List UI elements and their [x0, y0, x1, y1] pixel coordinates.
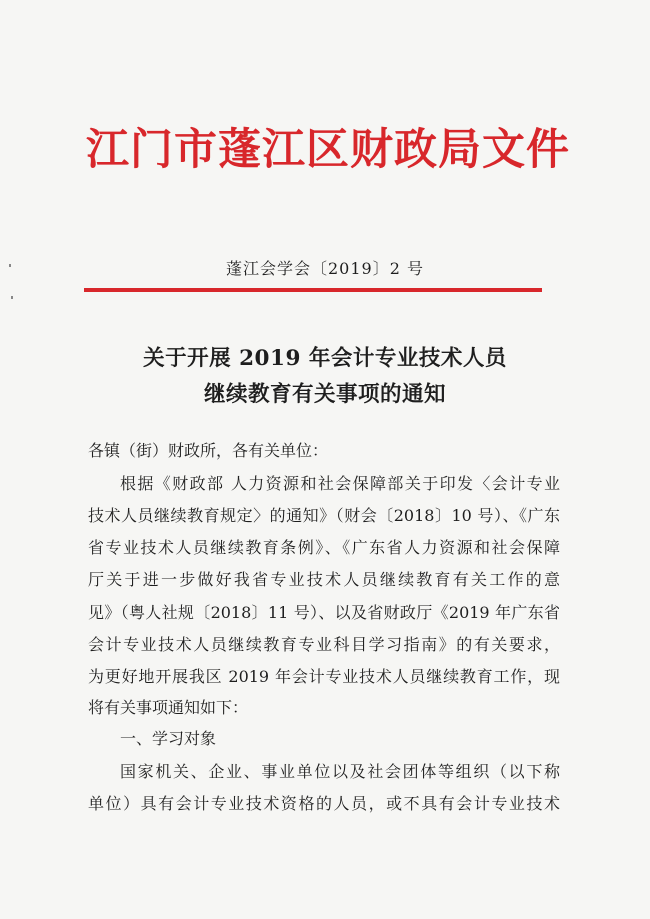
- body-line: 厅关于进一步做好我省专业技术人员继续教育有关工作的意: [88, 570, 560, 589]
- body-line: 会计专业技术人员继续教育专业科目学习指南》的有关要求，: [88, 635, 560, 654]
- body-line: 省专业技术人员继续教育条例》、《广东省人力资源和社会保障: [88, 538, 560, 557]
- binding-hole-mark: [11, 296, 13, 299]
- document-number: 蓬江会学会〔2019〕2 号: [226, 259, 424, 278]
- body-line: 国家机关、企业、事业单位以及社会团体等组织（以下称: [120, 762, 560, 781]
- body-line: 见》（粤人社规〔2018〕11 号）、以及省财政厅《2019 年广东省: [88, 603, 560, 622]
- notice-title-line-1: 关于开展 2019 年会计专业技术人员: [143, 346, 507, 371]
- addressee: 各镇（街）财政所，各有关单位：: [88, 441, 329, 460]
- section-heading-1: 一、学习对象: [120, 729, 217, 748]
- body-line: 将有关事项通知如下：: [88, 698, 249, 717]
- body-line: 为更好地开展我区 2019 年会计专业技术人员继续教育工作，现: [88, 667, 560, 686]
- binding-hole-mark: [9, 264, 11, 267]
- notice-title-line-2: 继续教育有关事项的通知: [203, 382, 446, 407]
- body-line: 单位）具有会计专业技术资格的人员，或不具有会计专业技术: [88, 794, 560, 813]
- body-line: 根据《财政部 人力资源和社会保障部关于印发〈会计专业: [120, 474, 560, 493]
- red-separator-rule: [84, 288, 542, 292]
- issuer-header-title: 江门市蓬江区财政局文件: [86, 125, 570, 175]
- body-line: 技术人员继续教育规定〉的通知》（财会〔2018〕10 号）、《广东: [88, 506, 560, 525]
